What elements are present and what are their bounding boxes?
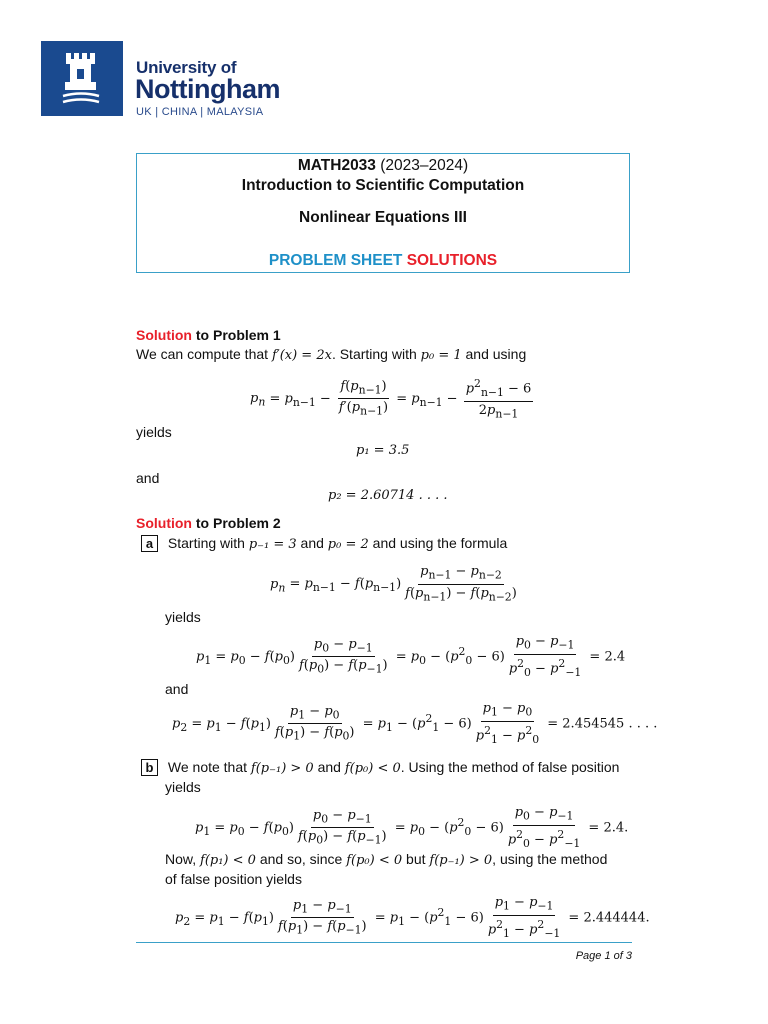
- part-b-n3: but: [406, 851, 426, 867]
- course-year: (2023–2024): [380, 157, 469, 174]
- topic-title: Nonlinear Equations III: [299, 209, 467, 226]
- part-a-text1: Starting with: [167, 535, 245, 551]
- intro-math-1: f′(x) = 2x: [271, 348, 332, 363]
- part-b-math1: f(p₋₁) > 0: [250, 761, 314, 776]
- part-b-now-line: [165, 850, 607, 870]
- part-a-p1-eq: $p_1 = p_0 - f(p_0)$ $\frac{p_0 - p_{-1}}{f(p_0) - f(p_{-1})}$ = $p_0 - (p^2_0 - 6)$ $\frac{p_0 - p_{-1}}{p^2_0 - p^2_{-1}}$ = 2.4: [196, 634, 626, 679]
- solution1-intro: [136, 345, 526, 365]
- part-b-line: [141, 758, 619, 778]
- logo-line3: UK | CHINA | MALAYSIA: [136, 106, 264, 118]
- sol1-p2: p₂ = 2.60714 . . . .: [328, 488, 448, 503]
- solution2-word: Solution: [136, 515, 192, 531]
- sol1-yields: yields: [136, 424, 172, 440]
- part-a-result1: = 2.4: [589, 649, 626, 665]
- university-logo-mark: [41, 41, 123, 116]
- sheet-title: [137, 252, 629, 270]
- solution1-heading: [136, 326, 281, 344]
- sheet-title-b: SOLUTIONS: [406, 252, 498, 269]
- logo-line2: Nottingham: [135, 74, 280, 104]
- part-b-now: Now,: [165, 851, 197, 867]
- part-a-label: a: [141, 535, 158, 552]
- part-b-nmath1: f(p₁) < 0: [200, 853, 256, 868]
- secant-formula: $p_n = p_{n-1} - f(p_{n-1})$ $\frac{p_{n-1} - p_{n-2}}{f(p_{n-1}) - f(p_{n-2})}$: [270, 564, 517, 604]
- logo-line1: University of: [136, 58, 237, 77]
- part-b-result1: = 2.4.: [588, 820, 629, 836]
- solution2-heading: [136, 514, 281, 532]
- course-code: MATH2033: [297, 157, 376, 174]
- sol1-p1: p₁ = 3.5: [356, 443, 410, 458]
- course-code-line: [137, 157, 629, 175]
- part-b-n2: and so, since: [259, 851, 343, 867]
- course-title: Introduction to Scientific Computation: [241, 177, 525, 194]
- solution1-problem: to Problem 1: [195, 327, 281, 343]
- part-b-p1-eq: $p_1 = p_0 - f(p_0)$ $\frac{p_0 - p_{-1}}{f(p_0) - f(p_{-1})}$ = $p_0 - (p^2_0 - 6)$ $\frac{p_0 - p_{-1}}{p^2_0 - p^2_{-1}}$ = 2.4.: [195, 805, 629, 850]
- part-a-math2: p₀ = 2: [327, 537, 369, 552]
- sheet-title-a: PROBLEM SHEET: [268, 252, 403, 269]
- part-b-nmath3: f(p₋₁) > 0: [429, 853, 493, 868]
- part-b-label: b: [141, 759, 158, 776]
- solution1-word: Solution: [136, 327, 192, 343]
- part-a-math1: p₋₁ = 3: [248, 537, 297, 552]
- part-b-result2: = 2.444444.: [568, 910, 650, 926]
- newton-formula: $p_n = p_{n-1}$ − $\frac{f(p_{n-1})}{f'(p_{n-1})}$ = $p_{n-1}$ − $\frac{p^2_{n-1} - 6}{2p_{n-1}}$: [250, 377, 532, 421]
- part-b-text1: We note that: [167, 759, 248, 775]
- part-a-line: [141, 534, 507, 554]
- part-a-and: and: [165, 681, 189, 697]
- part-b-math2: f(p₀) < 0: [344, 761, 401, 776]
- part-a-result2: = 2.454545 . . . .: [547, 716, 658, 732]
- intro-text-a: We can compute that: [136, 346, 269, 362]
- castle-icon: [41, 41, 123, 116]
- part-a-yields: yields: [165, 609, 201, 625]
- title-box: [136, 153, 630, 273]
- part-b-n5: of false position yields: [165, 871, 302, 887]
- part-a-text2: and: [300, 535, 324, 551]
- part-b-text3: . Using the method of false position: [400, 759, 620, 775]
- part-b-text2: and: [317, 759, 341, 775]
- intro-text-c: and using: [465, 346, 527, 362]
- footer-rule: [136, 942, 632, 943]
- part-b-n4: , using the method: [492, 851, 608, 867]
- part-b-nmath2: f(p₀) < 0: [346, 853, 403, 868]
- part-a-p2-eq: $p_2 = p_1 - f(p_1)$ $\frac{p_1 - p_0}{f(p_1) - f(p_0)}$ = $p_1 - (p^2_1 - 6)$ $\frac{p_1 - p_0}{p^2_1 - p^2_0}$ = 2.454545 . . . .: [172, 701, 658, 746]
- part-a-text3: and using the formula: [372, 535, 508, 551]
- intro-text-b: . Starting with: [331, 346, 417, 362]
- page-number: Page 1 of 3: [575, 950, 632, 962]
- sol1-and: and: [136, 470, 160, 486]
- part-b-p2-eq: $p_2 = p_1 - f(p_1)$ $\frac{p_1 - p_{-1}}{f(p_1) - f(p_{-1})}$ = $p_1 - (p^2_1 - 6)$ $\frac{p_1 - p_{-1}}{p^2_1 - p^2_{-1}}$ = 2.444444.: [175, 895, 650, 940]
- part-b-yields: yields: [165, 779, 201, 795]
- solution2-problem: to Problem 2: [195, 515, 281, 531]
- intro-math-2: p₀ = 1: [420, 348, 462, 363]
